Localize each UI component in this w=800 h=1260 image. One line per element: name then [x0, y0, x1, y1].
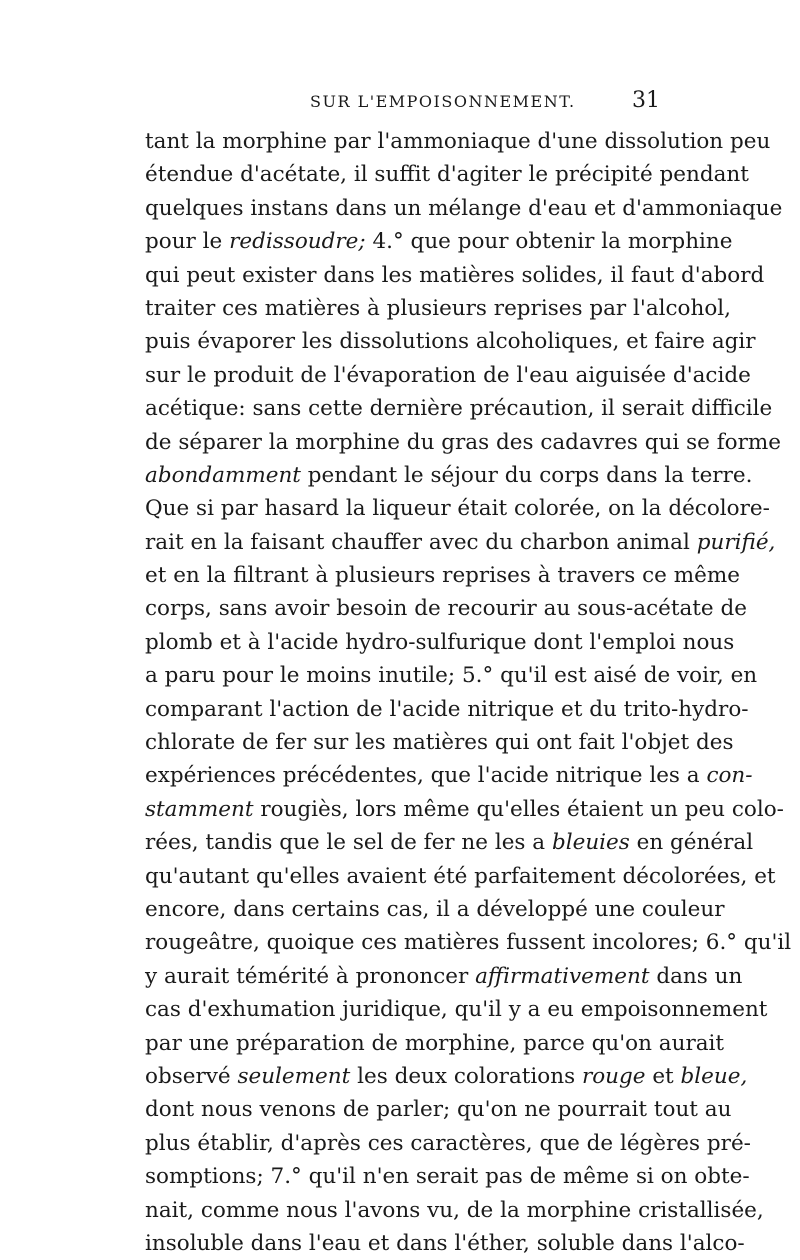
- italic-text: con-: [706, 763, 753, 789]
- text-segment: en général: [629, 830, 754, 856]
- text-line: [145, 292, 732, 325]
- body-text: [145, 125, 792, 1260]
- text-line: [145, 225, 733, 258]
- text-segment: acétique: sans cette dernière précaution, il serait difficile: [145, 396, 773, 422]
- text-line: [145, 559, 740, 592]
- text-line: [145, 1227, 745, 1260]
- text-line: [145, 592, 747, 625]
- text-segment: rougeâtre, quoique ces matières fussent incolores; 6.° qu'il: [145, 930, 792, 956]
- running-head: [140, 88, 660, 122]
- text-line: [145, 426, 781, 459]
- text-segment: tant la morphine par l'ammoniaque d'une dissolution peu: [145, 129, 771, 154]
- text-segment: somptions; 7.° qu'il n'en serait pas de même si on obte-: [145, 1164, 750, 1190]
- text-line: [145, 1194, 764, 1227]
- text-segment: par une préparation de morphine, parce qu'on aurait: [145, 1030, 725, 1056]
- running-title: SUR L'EMPOISONNEMENT.: [310, 92, 576, 111]
- text-line: [145, 359, 751, 392]
- text-segment: et: [645, 1063, 681, 1089]
- text-line: [145, 826, 754, 859]
- text-segment: rougiès, lors même qu'elles étaient un peu colo-: [253, 796, 784, 822]
- italic-text: redissoudre;: [229, 229, 366, 255]
- text-line: [145, 325, 756, 358]
- text-segment: observé: [145, 1063, 238, 1089]
- text-segment: encore, dans certains cas, il a développé une couleur: [145, 896, 725, 922]
- text-segment: pendant le séjour du corps dans la terre.: [300, 462, 753, 488]
- text-line: [145, 1093, 732, 1126]
- text-segment: dans un: [649, 963, 743, 989]
- italic-text: purifié,: [696, 529, 776, 555]
- text-segment: qu'autant qu'elles avaient été parfaitement décolorées, et: [145, 863, 776, 889]
- text-line: [145, 893, 725, 926]
- text-segment: traiter ces matières à plusieurs reprises par l'alcohol,: [145, 295, 732, 321]
- text-segment: quelques instans dans un mélange d'eau et d'ammoniaque: [145, 195, 783, 221]
- text-segment: cas d'exhumation juridique, qu'il y a eu empoisonnement: [145, 997, 768, 1023]
- text-line: [145, 125, 771, 158]
- text-line: [145, 192, 783, 225]
- text-segment: chlorate de fer sur les matières qui ont fait l'objet des: [145, 730, 734, 756]
- text-segment: et en la filtrant à plusieurs reprises à travers ce même: [145, 563, 740, 589]
- text-segment: plomb et à l'acide hydro-sulfurique dont l'emploi nous: [145, 629, 735, 655]
- text-line: [145, 1060, 748, 1093]
- text-line: [145, 993, 768, 1026]
- text-segment: rées, tandis que le sel de fer ne les a: [145, 830, 552, 856]
- text-line: [145, 960, 743, 993]
- italic-text: rouge: [581, 1063, 646, 1089]
- text-segment: y aurait témérité à prononcer: [145, 963, 476, 989]
- text-segment: nait, comme nous l'avons vu, de la morphine cristallisée,: [145, 1197, 764, 1223]
- text-line: [145, 793, 784, 826]
- text-segment: pour le: [145, 229, 230, 255]
- text-segment: rait en la faisant chauffer avec du charbon animal: [145, 529, 697, 555]
- text-line: [145, 1027, 725, 1060]
- text-line: [145, 158, 749, 191]
- italic-text: affirmativement: [475, 963, 650, 989]
- page-number: 31: [632, 88, 660, 113]
- text-segment: Que si par hasard la liqueur était colorée, on la décolore-: [145, 496, 770, 522]
- text-line: [145, 459, 753, 492]
- text-segment: de séparer la morphine du gras des cadavres qui se forme: [145, 429, 781, 455]
- text-segment: étendue d'acétate, il suffit d'agiter le précipité pendant: [145, 162, 749, 188]
- italic-text: bleuies: [551, 830, 630, 856]
- text-segment: plus établir, d'après ces caractères, que de légères pré-: [145, 1130, 751, 1156]
- text-segment: dont nous venons de parler; qu'on ne pourrait tout au: [145, 1097, 732, 1123]
- text-line: [145, 659, 758, 692]
- text-line: [145, 926, 792, 959]
- italic-text: abondamment: [145, 462, 301, 488]
- text-segment: a paru pour le moins inutile; 5.° qu'il est aisé de voir, en: [145, 663, 758, 689]
- text-line: [145, 759, 753, 792]
- text-line: [145, 526, 776, 559]
- text-line: [145, 492, 770, 525]
- italic-text: seulement: [237, 1063, 351, 1089]
- text-segment: comparant l'action de l'acide nitrique et du trito-hydro-: [145, 696, 749, 722]
- italic-text: bleue,: [680, 1063, 748, 1089]
- italic-text: stamment: [145, 796, 254, 822]
- text-segment: expériences précédentes, que l'acide nitrique les a: [145, 763, 707, 789]
- text-line: [145, 860, 776, 893]
- text-line: [145, 392, 773, 425]
- text-line: [145, 1127, 751, 1160]
- text-segment: 4.° que pour obtenir la morphine: [365, 229, 733, 255]
- text-segment: qui peut exister dans les matières solides, il faut d'abord: [145, 262, 765, 288]
- text-line: [145, 726, 734, 759]
- text-segment: les deux colorations: [350, 1063, 582, 1089]
- text-segment: sur le produit de l'évaporation de l'eau aiguisée d'acide: [145, 362, 751, 388]
- text-segment: insoluble dans l'eau et dans l'éther, soluble dans l'alco-: [145, 1230, 745, 1256]
- text-line: [145, 259, 765, 292]
- text-segment: corps, sans avoir besoin de recourir au sous-acétate de: [145, 596, 747, 622]
- text-segment: puis évaporer les dissolutions alcoholiques, et faire agir: [145, 329, 756, 355]
- text-line: [145, 1160, 750, 1193]
- text-line: [145, 693, 749, 726]
- text-line: [145, 626, 735, 659]
